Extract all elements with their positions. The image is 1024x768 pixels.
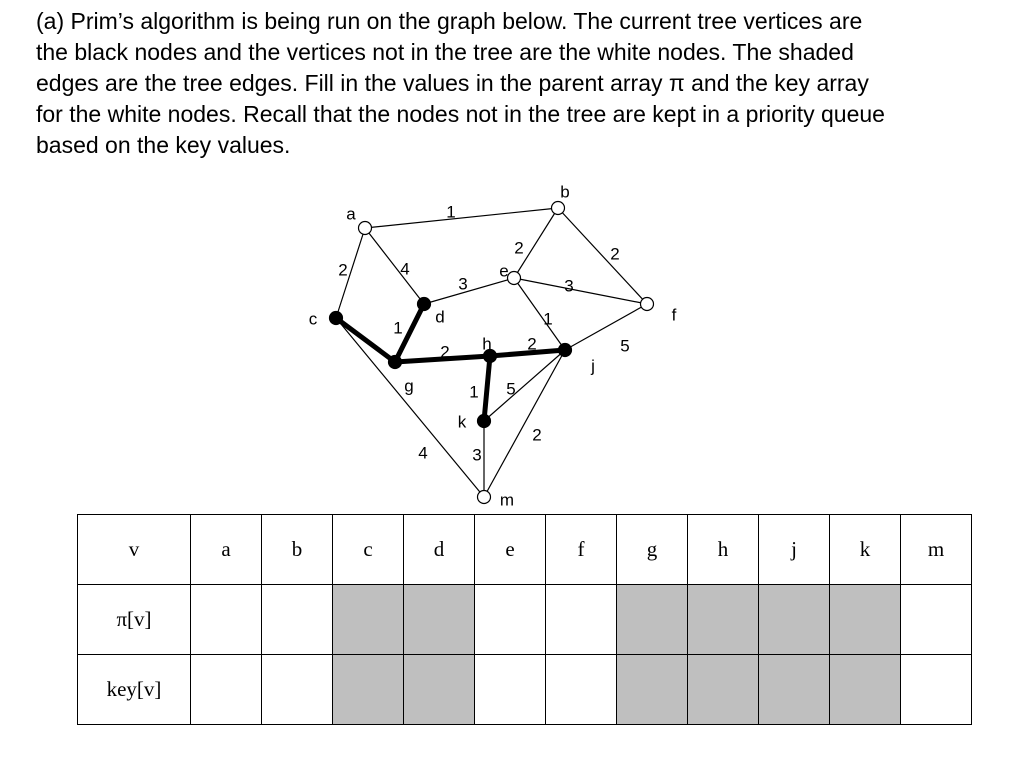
vertex-label-h: h bbox=[482, 334, 492, 354]
key-cell-h bbox=[688, 655, 759, 725]
vertex-c-tree bbox=[330, 312, 343, 325]
pi-cell-m[interactable] bbox=[901, 585, 972, 655]
edge-j-m bbox=[484, 350, 565, 497]
edge-a-d bbox=[365, 228, 424, 304]
column-header-j: j bbox=[759, 515, 830, 585]
vertex-label-c: c bbox=[308, 309, 318, 329]
parent-array-row bbox=[78, 585, 972, 655]
vertex-label-b: b bbox=[560, 182, 570, 202]
vertex-label-j: j bbox=[591, 356, 595, 376]
pi-cell-k bbox=[830, 585, 901, 655]
edge-weight-e-d: 3 bbox=[458, 274, 468, 294]
row-label-v: v bbox=[78, 515, 191, 585]
edge-weight-k-m: 3 bbox=[472, 445, 482, 465]
column-header-a: a bbox=[191, 515, 262, 585]
key-cell-j bbox=[759, 655, 830, 725]
vertex-j-tree bbox=[559, 344, 572, 357]
edge-weight-a-d: 4 bbox=[400, 259, 410, 279]
vertex-label-d: d bbox=[435, 307, 445, 327]
vertex-e-nontree bbox=[508, 272, 521, 285]
vertex-a-nontree bbox=[359, 222, 372, 235]
column-header-f: f bbox=[546, 515, 617, 585]
vertex-label-f: f bbox=[671, 305, 677, 325]
edge-c-g-tree bbox=[336, 318, 395, 362]
edge-weight-f-j: 5 bbox=[620, 336, 630, 356]
key-cell-a[interactable] bbox=[191, 655, 262, 725]
row-label-key: key[v] bbox=[78, 655, 191, 725]
pi-cell-g bbox=[617, 585, 688, 655]
edge-weight-a-b: 1 bbox=[446, 202, 456, 222]
column-header-h: h bbox=[688, 515, 759, 585]
edge-e-d bbox=[424, 278, 514, 304]
key-cell-f[interactable] bbox=[546, 655, 617, 725]
pi-cell-d bbox=[404, 585, 475, 655]
pi-cell-b[interactable] bbox=[262, 585, 333, 655]
vertex-b-nontree bbox=[552, 202, 565, 215]
key-cell-e[interactable] bbox=[475, 655, 546, 725]
key-cell-g bbox=[617, 655, 688, 725]
edge-e-j bbox=[514, 278, 565, 350]
pi-cell-h bbox=[688, 585, 759, 655]
vertex-k-tree bbox=[478, 415, 491, 428]
prim-arrays-table bbox=[77, 514, 972, 725]
edge-weight-j-m: 2 bbox=[532, 425, 542, 445]
edge-weight-d-g: 1 bbox=[393, 318, 403, 338]
pi-cell-e[interactable] bbox=[475, 585, 546, 655]
column-header-c: c bbox=[333, 515, 404, 585]
column-header-k: k bbox=[830, 515, 901, 585]
edge-weight-c-m: 4 bbox=[418, 443, 428, 463]
key-array-row bbox=[78, 655, 972, 725]
column-header-g: g bbox=[617, 515, 688, 585]
key-cell-b[interactable] bbox=[262, 655, 333, 725]
edge-j-k bbox=[484, 350, 565, 421]
edge-weight-j-k: 5 bbox=[506, 379, 516, 399]
edge-weight-a-c: 2 bbox=[338, 260, 348, 280]
key-cell-k bbox=[830, 655, 901, 725]
edge-h-k-tree bbox=[484, 356, 490, 421]
pi-cell-j bbox=[759, 585, 830, 655]
problem-statement: (a) Prim’s algorithm is being run on the graph below. The current tree vertices are the black nodes and the vertices not in the tree are the white nodes. The shaded edges are the tree edges. Fill in the values in the parent array π and the key array for the white nodes. Recall that the nodes not in the tree are kept in a priority queue based on the key values. bbox=[36, 8, 885, 158]
edge-weight-b-f: 2 bbox=[610, 244, 620, 264]
edge-c-m bbox=[336, 318, 484, 497]
key-cell-c bbox=[333, 655, 404, 725]
column-header-m: m bbox=[901, 515, 972, 585]
vertex-g-tree bbox=[389, 356, 402, 369]
edge-weight-e-f: 3 bbox=[564, 276, 574, 296]
column-header-b: b bbox=[262, 515, 333, 585]
edge-weight-b-e: 2 bbox=[514, 238, 524, 258]
vertex-label-g: g bbox=[404, 376, 414, 396]
pi-cell-c bbox=[333, 585, 404, 655]
pi-cell-a[interactable] bbox=[191, 585, 262, 655]
column-header-e: e bbox=[475, 515, 546, 585]
vertex-label-k: k bbox=[457, 412, 467, 432]
pi-cell-f[interactable] bbox=[546, 585, 617, 655]
vertex-label-e: e bbox=[499, 261, 509, 281]
edge-weight-e-j: 1 bbox=[543, 309, 553, 329]
vertex-d-tree bbox=[418, 298, 431, 311]
edge-weight-h-j: 2 bbox=[527, 334, 537, 354]
row-label-pi: π[v] bbox=[78, 585, 191, 655]
key-cell-m[interactable] bbox=[901, 655, 972, 725]
edge-weight-g-h: 2 bbox=[440, 342, 450, 362]
vertex-m-nontree bbox=[478, 491, 491, 504]
key-cell-d bbox=[404, 655, 475, 725]
vertex-label-a: a bbox=[346, 204, 356, 224]
edge-weight-h-k: 1 bbox=[469, 382, 479, 402]
edge-f-j bbox=[565, 304, 647, 350]
edge-a-b bbox=[365, 208, 558, 228]
vertex-header-row bbox=[78, 515, 972, 585]
vertex-f-nontree bbox=[641, 298, 654, 311]
vertex-label-m: m bbox=[499, 490, 515, 510]
column-header-d: d bbox=[404, 515, 475, 585]
